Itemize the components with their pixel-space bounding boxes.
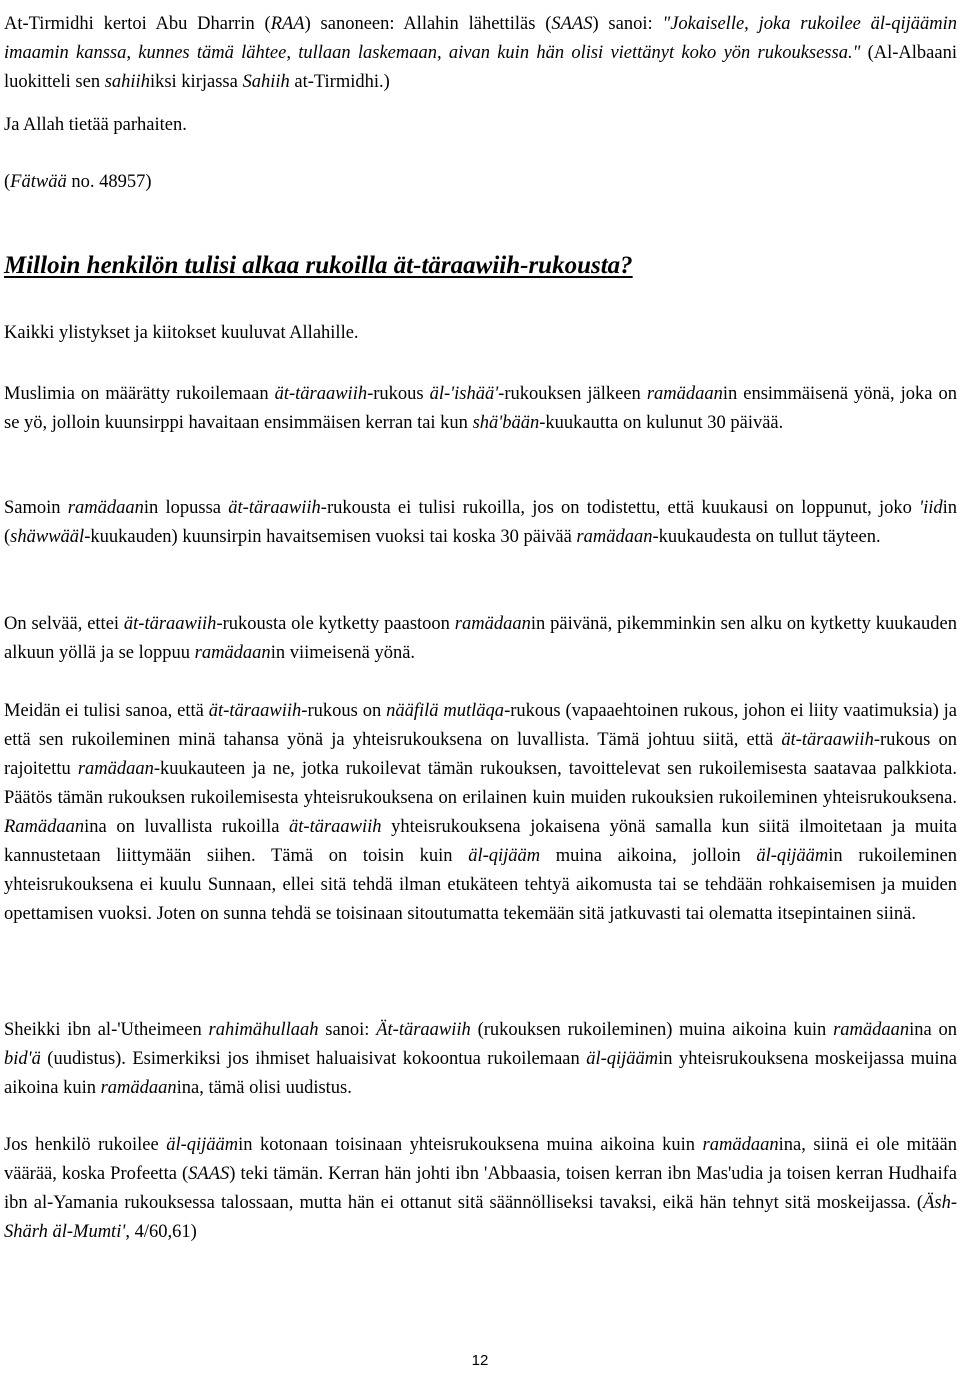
- body-paragraph: [4, 494, 957, 552]
- text-segment: iksi kirjassa: [149, 72, 243, 92]
- text-segment: in päivänä, pikemminkin sen alku on kytketty kuukauden alkuun yöllä ja se loppuu: [4, 614, 957, 663]
- text-segment-italic: RAA: [270, 14, 305, 34]
- text-segment-italic: äl-qijääm: [756, 846, 829, 866]
- text-segment: (rukouksen rukoileminen) muina aikoina kuin: [470, 1020, 834, 1040]
- text-segment-italic: Ramädaan: [4, 817, 85, 837]
- text-segment-italic: nääfilä mutläqa: [386, 701, 505, 721]
- text-segment: yhteisrukouksena jokaisena yönä samalla kun siitä ilmoitetaan ja muita kannustetaan liittymään siihen. Tämä on toisin kuin: [4, 817, 957, 866]
- text-segment-italic: ät-täraawiih: [123, 614, 217, 634]
- text-segment-italic: äl-qijääm: [586, 1049, 659, 1069]
- text-segment-italic: bid'ä: [4, 1049, 41, 1069]
- text-segment: Ja Allah tietää parhaiten.: [4, 115, 187, 135]
- text-segment-italic: 'iid: [919, 498, 943, 518]
- text-segment-italic: "Jokaiselle, joka rukoilee äl-qijäämin imaamin kanssa, kunnes tämä lähtee, tullaan laskemaan, aivan kuin hän olisi viettänyt koko yön rukouksessa.": [4, 14, 958, 63]
- text-segment: in rukoileminen yhteisrukouksena ei kuulu Sunnaan, ellei sitä tehdä ilman etukäteen tehtyä aikomusta tai se tehdään rohkaisemisen ja muiden opettamisen vuoksi. Joten on sunna tehdä se toisinaan sitoutumatta tekemään sitä jatkuvasti tai olematta itsepintainen siinä.: [4, 846, 957, 924]
- text-segment: Jos henkilö rukoilee: [4, 1135, 167, 1155]
- text-segment: muina aikoina, jolloin: [540, 846, 757, 866]
- text-segment: Meidän ei tulisi sanoa, että: [4, 701, 209, 721]
- text-segment-italic: ramädaan: [77, 759, 154, 779]
- text-segment-italic: rahimähullaah: [208, 1020, 319, 1040]
- body-paragraph: [4, 1131, 957, 1247]
- text-segment: Sheikki ibn al-'Utheimeen: [4, 1020, 209, 1040]
- text-segment-italic: ramädaan: [833, 1020, 910, 1040]
- text-segment: (Al-Albaani luokitteli sen: [4, 43, 957, 92]
- text-segment: -kuukauden) kuunsirpin havaitsemisen vuoksi tai koska 30 päivää: [84, 527, 577, 547]
- text-segment-italic: ramädaan: [454, 614, 531, 634]
- body-paragraph: [4, 610, 957, 668]
- text-segment: , 4/60,61): [125, 1222, 197, 1242]
- text-segment-italic: ät-täraawiih: [289, 817, 382, 837]
- text-segment-italic: shä'bään: [472, 413, 540, 433]
- text-segment: ina on luvallista rukoilla: [84, 817, 290, 837]
- text-segment-italic: ät-täraawiih: [208, 701, 302, 721]
- text-segment: -rukous: [367, 384, 430, 404]
- text-segment: -rukous on rajoitettu: [4, 730, 957, 779]
- text-segment-italic: SAAS: [551, 14, 593, 34]
- body-paragraph: [4, 697, 957, 929]
- text-segment: at-Tirmidhi.): [289, 72, 390, 92]
- text-segment: -rukousta ei tulisi rukoilla, jos on todistettu, että kuukausi on loppunut, joko: [320, 498, 920, 518]
- text-segment: Muslimia on määrätty rukoilemaan: [4, 384, 275, 404]
- text-segment-italic: Sahiih: [242, 72, 290, 92]
- text-segment: On selvää, ettei: [4, 614, 124, 634]
- text-segment: in yhteisrukouksena moskeijassa muina aikoina kuin: [4, 1049, 957, 1098]
- text-segment: ina, tämä olisi uudistus.: [176, 1078, 352, 1098]
- text-segment: in viimeisenä yönä.: [270, 643, 416, 663]
- text-segment: in (: [4, 498, 958, 547]
- text-segment: -rukouksen jälkeen: [498, 384, 647, 404]
- text-segment: (uudistus). Esimerkiksi jos ihmiset haluaisivat kokoontua rukoilemaan: [40, 1049, 587, 1069]
- text-segment-italic: Äsh-Shärh äl-Mumti': [4, 1193, 957, 1242]
- text-segment: Kaikki ylistykset ja kiitokset kuuluvat Allahille.: [4, 323, 359, 343]
- text-segment-italic: shäwwääl: [10, 527, 85, 547]
- text-segment: -kuukautta on kulunut 30 päivää.: [539, 413, 784, 433]
- text-segment-italic: ramädaan: [646, 384, 723, 404]
- text-segment: ) teki tämän. Kerran hän johti ibn 'Abbaasia, toisen kerran ibn Mas'udia ja toisen kerran Hudhaifa ibn al-Yamania rukouksessa talossaan, mutta hän ei ottanut sitä säännölliseksi tavaksi, eikä hän tehnyt sitä moskeijassa. (: [4, 1164, 957, 1213]
- text-segment-italic: ramädaan: [100, 1078, 177, 1098]
- text-segment-italic: ät-täraawiih: [781, 730, 874, 750]
- text-segment-italic: äl-'ishää': [429, 384, 499, 404]
- text-segment: ) sanoneen: Allahin lähettiläs (: [304, 14, 552, 34]
- text-segment-italic: ramädaan: [702, 1135, 779, 1155]
- body-paragraph: [4, 1016, 957, 1103]
- text-segment-italic: Fätwää: [10, 172, 67, 192]
- text-segment: -rukousta ole kytketty paastoon: [216, 614, 455, 634]
- hadith-paragraph: [4, 10, 957, 97]
- text-segment: -rukous (vapaaehtoinen rukous, johon ei liity vaatimuksia) ja että sen rukoileminen minä tahansa yönä ja yhteisrukouksena on luvallista. Tämä johtuu siitä, että: [4, 701, 957, 750]
- text-segment: in lopussa: [143, 498, 229, 518]
- page-number: 12: [471, 1352, 489, 1369]
- text-segment-italic: ät-täraawiih: [274, 384, 368, 404]
- text-segment-italic: sahiih: [104, 72, 150, 92]
- text-segment: in ensimmäisenä yönä, joka on se yö, jolloin kuunsirppi havaitaan ensimmäisen kerran tai kun: [4, 384, 957, 433]
- text-segment-italic: SAAS: [188, 1164, 230, 1184]
- text-segment-italic: äl-qijääm: [468, 846, 541, 866]
- text-segment: ina, siinä ei ole mitään väärää, koska Profeetta (: [4, 1135, 957, 1184]
- praise-paragraph: [4, 319, 957, 348]
- text-segment: in kotonaan toisinaan yhteisrukouksena muina aikoina kuin: [238, 1135, 703, 1155]
- text-segment-italic: ramädaan: [576, 527, 653, 547]
- body-paragraph: [4, 380, 957, 438]
- text-segment-italic: ramädaan: [67, 498, 144, 518]
- text-segment: At-Tirmidhi kertoi Abu Dharrin (: [4, 14, 271, 34]
- text-segment: -rukous on: [301, 701, 387, 721]
- fatwa-reference-paragraph: [4, 168, 957, 197]
- text-segment: no. 48957): [66, 172, 152, 192]
- text-segment: sanoi:: [318, 1020, 377, 1040]
- text-segment-italic: ät-täraawiih: [228, 498, 321, 518]
- text-segment: (: [4, 172, 11, 192]
- text-segment: ina on: [909, 1020, 957, 1040]
- section-heading: Milloin henkilön tulisi alkaa rukoilla ät-täraawiih-rukousta?: [4, 252, 633, 279]
- text-segment-italic: ramädaan: [194, 643, 271, 663]
- text-segment: -kuukauteen ja ne, jotka rukoilevat tämän rukouksen, tavoittelevat sen rukoilemisesta saatavaa palkkiota. Päätös tämän rukouksen rukoilemisesta yhteisrukouksena on erilainen kuin muiden rukouksien rukoileminen yhteisrukouksena.: [4, 759, 957, 808]
- closing-phrase-paragraph: [4, 111, 957, 140]
- text-segment: -kuukaudesta on tullut täyteen.: [652, 527, 881, 547]
- text-segment-italic: äl-qijääm: [166, 1135, 239, 1155]
- text-segment: ) sanoi:: [592, 14, 663, 34]
- text-segment: Samoin: [4, 498, 68, 518]
- text-segment-italic: Ät-täraawiih: [376, 1020, 471, 1040]
